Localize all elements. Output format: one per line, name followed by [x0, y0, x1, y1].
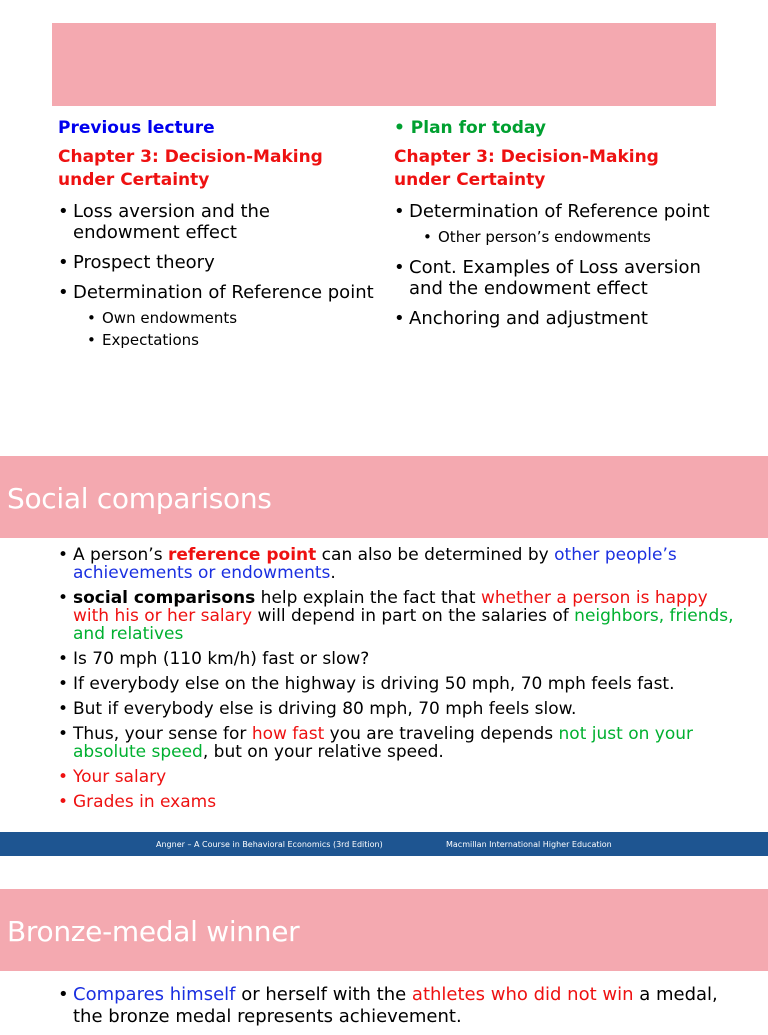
text-segment: If everybody else on the highway is driving 50 mph, 70 mph feels fast.	[73, 674, 675, 694]
text-segment: social comparisons	[73, 588, 256, 608]
text-segment: other people’s achievements or endowments	[73, 545, 677, 583]
topic-item: • Determination of Reference point	[58, 282, 378, 303]
text-segment: , but on your relative speed.	[202, 742, 444, 762]
text-segment: will depend in part on the salaries of	[252, 606, 575, 626]
text-segment: whether a person is happy with his or her salary	[73, 588, 708, 626]
plan-for-today-heading: • Plan for today	[394, 118, 546, 138]
bullet-item	[58, 546, 738, 582]
slide-title: Social comparisons	[7, 482, 272, 515]
text-segment: a medal, the bronze medal represents achievement.	[73, 984, 718, 1027]
text-segment: can also be determined by	[316, 545, 555, 565]
text-segment: .	[330, 563, 336, 583]
previous-lecture-heading: Previous lecture	[58, 118, 215, 138]
text-segment: Your salary	[73, 767, 167, 787]
text-segment: you are traveling depends	[324, 724, 559, 744]
plan-heading-text: Plan for today	[410, 118, 546, 138]
slide-social-comparisons	[0, 456, 768, 856]
slide-title: Bronze-medal winner	[7, 915, 300, 948]
slide-footer	[0, 832, 768, 856]
text-segment: Grades in exams	[73, 792, 217, 812]
bullet-item	[58, 793, 738, 811]
text-segment: not just on your absolute speed	[73, 724, 694, 762]
topic-item: • Loss aversion and the endowment effect	[58, 201, 378, 243]
text-segment: neighbors, friends, and relatives	[73, 606, 734, 644]
bullet-item	[58, 984, 738, 1028]
bullet-item	[58, 768, 738, 786]
text-segment: reference point	[167, 545, 317, 565]
text-segment: or herself with the	[235, 984, 412, 1005]
title-banner	[52, 23, 716, 106]
topic-list	[394, 201, 714, 329]
sub-topic-item: • Own endowments	[58, 307, 378, 329]
text-segment: A person’s	[73, 545, 168, 565]
sub-topic-item: • Other person’s endowments	[394, 226, 714, 248]
bullet-item	[58, 675, 738, 693]
text-segment: Thus, your sense for	[73, 724, 252, 744]
topic-item: • Determination of Reference point	[394, 201, 714, 222]
bullet-item	[58, 725, 738, 761]
title-banner	[0, 456, 768, 538]
text-segment: help explain the fact that	[255, 588, 481, 608]
text-segment: athletes who did not win	[411, 984, 634, 1005]
sub-topic-item: • Expectations	[58, 329, 378, 351]
text-segment: Is 70 mph (110 km/h) fast or slow?	[73, 649, 370, 669]
chapter-title: Chapter 3: Decision-Making under Certainty	[58, 147, 323, 190]
bullet-list	[58, 546, 738, 818]
footer-publisher: Macmillan International Higher Education	[446, 840, 612, 849]
chapter-title: Chapter 3: Decision-Making under Certainty	[394, 147, 659, 190]
text-segment: how fast	[251, 724, 325, 744]
topic-item: • Prospect theory	[58, 252, 378, 273]
plan-for-today-column	[394, 114, 714, 329]
bullet-list	[58, 984, 738, 1035]
previous-lecture-column	[58, 114, 378, 351]
topic-list	[58, 201, 378, 351]
title-banner	[0, 889, 768, 971]
footer-book-title: Angner – A Course in Behavioral Economics (3rd Edition)	[156, 840, 383, 849]
slide-bronze-medal	[0, 870, 768, 1027]
bullet-item	[58, 700, 738, 718]
topic-item: • Cont. Examples of Loss aversion and the endowment effect	[394, 257, 714, 299]
text-segment: Compares himself	[73, 984, 236, 1005]
bullet-item	[58, 589, 738, 643]
slide-agenda	[0, 0, 768, 440]
bullet-item	[58, 650, 738, 668]
text-segment: But if everybody else is driving 80 mph, 70 mph feels slow.	[73, 699, 577, 719]
topic-item: • Anchoring and adjustment	[394, 308, 714, 329]
